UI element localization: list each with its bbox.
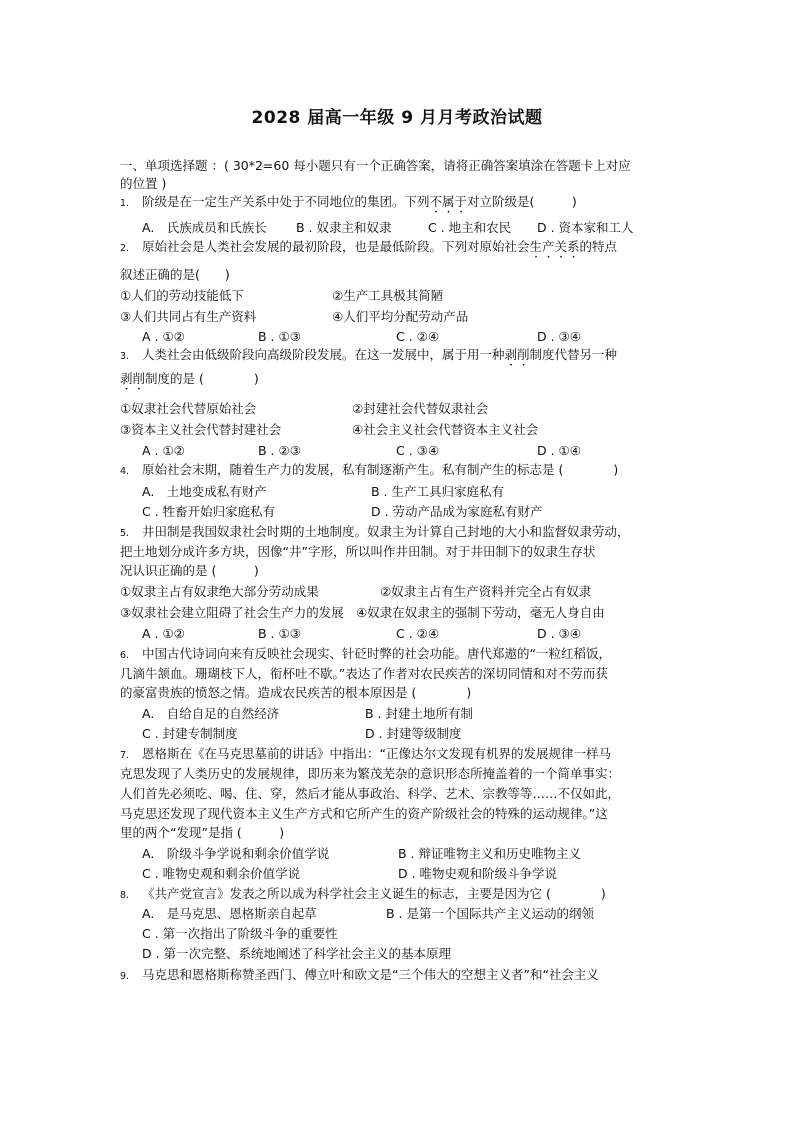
emphasis-text: 不属于 <box>429 194 468 209</box>
question-6-stem: 6. 中国古代诗词向来有反映社会现实、针砭时弊的社会功能。唐代郑遨的“一粒红稻饭， <box>120 646 611 661</box>
question-2-option-a: A . ①② <box>142 329 185 344</box>
question-7-option-b: B . 辩证唯物主义和历史唯物主义 <box>398 846 581 861</box>
question-1-option-d: D . 资本家和工人 <box>537 220 634 235</box>
page-title: 2028 届高一年级 9 月月考政治试题 <box>251 108 543 128</box>
emphasis-text: 剥削 <box>120 371 146 386</box>
question-5-option-a: A . ①② <box>142 626 185 641</box>
question-3-item-4: ④社会主义社会代替资本主义社会 <box>352 422 539 437</box>
question-7-stem-line4: 马克思还发现了现代资本主义生产方式和它所产生的资产阶级社会的特殊的运动规律。”这 <box>120 806 608 821</box>
question-2-option-d: D . ③④ <box>537 329 581 344</box>
question-4-option-c: C . 牲畜开始归家庭私有 <box>142 504 276 519</box>
question-7-option-a: A. 阶级斗争学说和剩余价值学说 <box>142 846 330 861</box>
question-5-option-b: B . ①③ <box>258 626 301 641</box>
question-3-option-b: B . ②③ <box>258 443 301 458</box>
question-4-option-d: D . 劳动产品成为家庭私有财产 <box>371 504 543 519</box>
question-2-item-3: ③人们共同占有生产资料 <box>120 309 257 324</box>
section-heading-line1: 一、单项选择题 ：( 30*2=60 每小题只有一个正确答案，请将正确答案填涂在答题卡上对应 <box>120 158 631 173</box>
emphasis-text: 剥削 <box>504 347 530 362</box>
question-5-item-1: ①奴隶主占有奴隶绝大部分劳动成果 <box>120 584 319 599</box>
question-4-option-a: A. 土地变成私有财产 <box>142 484 267 499</box>
question-8-stem: 8. 《共产党宣言》发表之所以成为科学社会主义诞生的标志，主要是因为它 ( ) <box>120 886 606 901</box>
question-6-option-a: A. 自给自足的自然经济 <box>142 706 280 721</box>
question-8-option-b: B . 是第一个国际共产主义运动的纲领 <box>386 906 594 921</box>
question-7-option-d: D . 唯物史观和阶级斗争学说 <box>398 866 558 881</box>
question-4-option-b: B . 生产工具归家庭私有 <box>371 484 504 499</box>
question-8-option-c: C . 第一次指出了阶级斗争的重要性 <box>142 926 338 941</box>
question-2-stem-cont: 叙述正确的是( ) <box>120 267 230 282</box>
question-5-item-2: ②奴隶主占有生产资料并完全占有奴隶 <box>380 584 592 599</box>
question-6-option-d: D . 封建等级制度 <box>365 726 462 741</box>
question-2-option-c: C . ②④ <box>396 329 440 344</box>
question-5-stem-line3: 况认识正确的是 ( ) <box>120 563 259 578</box>
emphasis-text: 生产关系 <box>529 239 580 254</box>
question-7-option-c: C . 唯物史观和剩余价值学说 <box>142 866 301 881</box>
question-3-item-1: ①奴隶社会代替原始社会 <box>120 401 257 416</box>
section-heading-line2: 的位置 ) <box>120 176 167 191</box>
question-8-option-d: D . 第一次完整、系统地阐述了科学社会主义的基本原理 <box>142 946 452 961</box>
question-1-option-c: C . 地主和农民 <box>428 220 512 235</box>
question-3-stem-cont: 剥削制度的是 ( ) <box>120 371 259 386</box>
question-7-stem: 7. 恩格斯在《在马克思墓前的讲话》中指出：“正像达尔文发现有机界的发展规律一样马 <box>120 746 611 761</box>
question-6-stem-line2: 几滴牛颔血。珊瑚枝下人，衔杯吐不歇。”表达了作者对农民疾苦的深切同情和对不劳而获 <box>120 666 608 681</box>
question-3-option-d: D . ①④ <box>537 443 581 458</box>
question-5-option-c: C . ②④ <box>396 626 440 641</box>
question-2-stem: 2. 原始社会是人类社会发展的最初阶段，也是最低阶段。下列对原始社会生产关系的特点 <box>120 239 618 254</box>
question-6-option-c: C . 封建专制制度 <box>142 726 238 741</box>
question-3-option-c: C . ③④ <box>396 443 440 458</box>
question-9-stem: 9. 马克思和恩格斯称赞圣西门、傅立叶和欧文是“三个伟大的空想主义者”和“社会主义 <box>120 967 599 982</box>
question-3-item-2: ②封建社会代替奴隶社会 <box>352 401 489 416</box>
question-1-option-a: A. 氏族成员和氏族长 <box>142 220 267 235</box>
question-2-item-2: ②生产工具极其简陋 <box>332 288 444 303</box>
question-7-stem-line2: 克思发现了人类历史的发展规律，即历来为繁茂芜杂的意识形态所掩盖着的一个简单事实： <box>120 766 621 781</box>
question-7-stem-line5: 里的两个“发现”是指 ( ) <box>120 825 285 840</box>
question-6-stem-line3: 的豪富贵族的愤怒之情。造成农民疾苦的根本原因是 ( ) <box>120 685 472 700</box>
question-8-option-a: A. 是马克思、恩格斯亲自起草 <box>142 906 317 921</box>
question-3-stem: 3. 人类社会由低级阶段向高级阶段发展。在这一发展中，属于用一种剥削制度代替另一种 <box>120 347 618 362</box>
question-5-item-3: ③奴隶社会建立阻碍了社会生产力的发展 <box>120 605 344 620</box>
question-5-option-d: D . ③④ <box>537 626 581 641</box>
question-3-option-a: A . ①② <box>142 443 185 458</box>
question-1-stem: 1. 阶级是在一定生产关系中处于不同地位的集团。下列不属于对立阶级是( ) <box>120 194 577 216</box>
question-6-option-b: B . 封建土地所有制 <box>365 706 473 721</box>
question-3-item-3: ③资本主义社会代替封建社会 <box>120 422 282 437</box>
question-number: 1. <box>120 198 130 209</box>
question-2-item-4: ④人们平均分配劳动产品 <box>332 309 469 324</box>
question-5-stem: 5. 井田制是我国奴隶社会时期的土地制度。奴隶主为计算自己封地的大小和监督奴隶劳动， <box>120 524 630 539</box>
question-2-item-1: ①人们的劳动技能低下 <box>120 288 244 303</box>
question-5-stem-line2: 把土地划分成许多方块，因像“井”字形，所以叫作井田制。对于井田制下的奴隶生存状 <box>120 544 596 559</box>
question-5-item-4: ④奴隶在奴隶主的强制下劳动，毫无人身自由 <box>356 605 605 620</box>
question-2-option-b: B . ①③ <box>258 329 301 344</box>
question-1-option-b: B . 奴隶主和奴隶 <box>296 220 392 235</box>
question-7-stem-line3: 人们首先必须吃、喝、住、穿，然后才能从事政治、科学、艺术、宗教等等……不仅如此， <box>120 786 621 801</box>
question-4-stem: 4. 原始社会末期，随着生产力的发展，私有制逐渐产生。私有制产生的标志是 ( ) <box>120 462 619 477</box>
